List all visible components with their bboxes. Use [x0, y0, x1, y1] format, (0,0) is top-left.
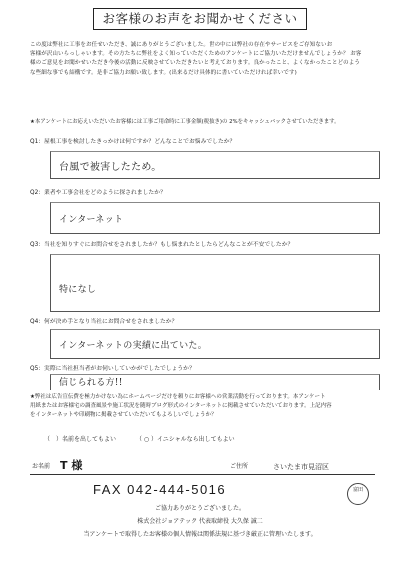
page-title: お客様のお声をお聞かせください [93, 8, 307, 30]
question-5: Q5：実際に当社担当者がお伺いしていかがでしたでしょうか？ [30, 366, 195, 372]
consent-name-option[interactable]: （ ）名前を出してもよい [44, 436, 117, 443]
question-3: Q3：当社を知りすぐにお問合せをされましたか？もし悩まれたとしたらどんなことが不安でしたか？ [30, 242, 294, 248]
answer-4: インターネットの実績に出ていた。 [59, 341, 207, 351]
answer-box-2[interactable] [50, 202, 380, 234]
answer-box-5[interactable] [50, 374, 380, 390]
privacy-note: 当アンケートで取得したお客様の個人情報は関係法規に基づき厳正に管理いたします。 [83, 531, 317, 538]
consent-options [44, 434, 253, 443]
answer-box-3[interactable] [50, 254, 380, 312]
question-4: Q4：何が決め手となり当社にお問合せをされましたか？ [30, 319, 178, 325]
answer-1: 台風で被害したため。 [59, 162, 162, 173]
name-value[interactable]: T 様 [60, 459, 83, 472]
consent-initial-option[interactable]: （ ○ ）イニシャルなら出してもよい [135, 436, 235, 443]
answer-2: インターネット [59, 215, 124, 225]
company-seal-icon: 富田 [347, 483, 369, 505]
answer-box-1[interactable] [50, 151, 380, 179]
question-2: Q2：業者や工事会社をどのように探されましたか？ [30, 190, 166, 196]
question-1: Q1：屋根工事を検討したきっかけは何ですか？どんなことでお悩みでしたか？ [30, 139, 236, 145]
cashback-note: ★本アンケートにお応えいただいたお客様には工事ご用命時に工事金額(税抜き)の 2%をキャッシュバックさせていただきます。 [30, 119, 340, 125]
company-name: 株式会社ジョアテック 代表取締役 大久保 誠二 [137, 518, 263, 525]
publication-consent-text: ★弊社は広告宣伝費を極力かけない為にホームページだけを頼りにお客様への営業活動を行っております。本アンケート 用紙またはお客様宅の調査風景や施工状況を随時ブログ形式のインターネットに掲載させていただいております。上記内容 をインターネットや印刷物に掲載させていただいてもよろしいでしょうか？ [30, 394, 332, 419]
answer-5: 信じられる方!! [59, 378, 123, 388]
address-label: ご住所 [230, 463, 249, 470]
answer-3: 特になし [59, 285, 97, 295]
answer-box-4[interactable] [50, 329, 380, 359]
fax-number: FAX 042-444-5016 [93, 482, 227, 497]
address-value[interactable]: さいたま市見沼区 [273, 463, 329, 471]
name-label: お名前 [32, 463, 51, 470]
intro-paragraph: この度は弊社に工事をお任せいただき、誠にありがとうございました。世の中には弊社の存在やサービスをご存知ないお 客様が沢山いらっしゃいます。その方たちに弊社をよく知っていただくためのアンケートにご協力いただけませんでしょうか？ お客 様のご意見をお聞かせいただき今後の活動に反映させていただきたいと考えております。良かったこと、よくなかったことどのよう な些細な事でも結構です。是非ご協力お願い致します。(出来るだけ具体的に書いていただければ幸いです) [30, 42, 362, 76]
thanks-text: ご協力ありがとうございました。 [154, 505, 245, 512]
customer-info-row [30, 457, 375, 475]
